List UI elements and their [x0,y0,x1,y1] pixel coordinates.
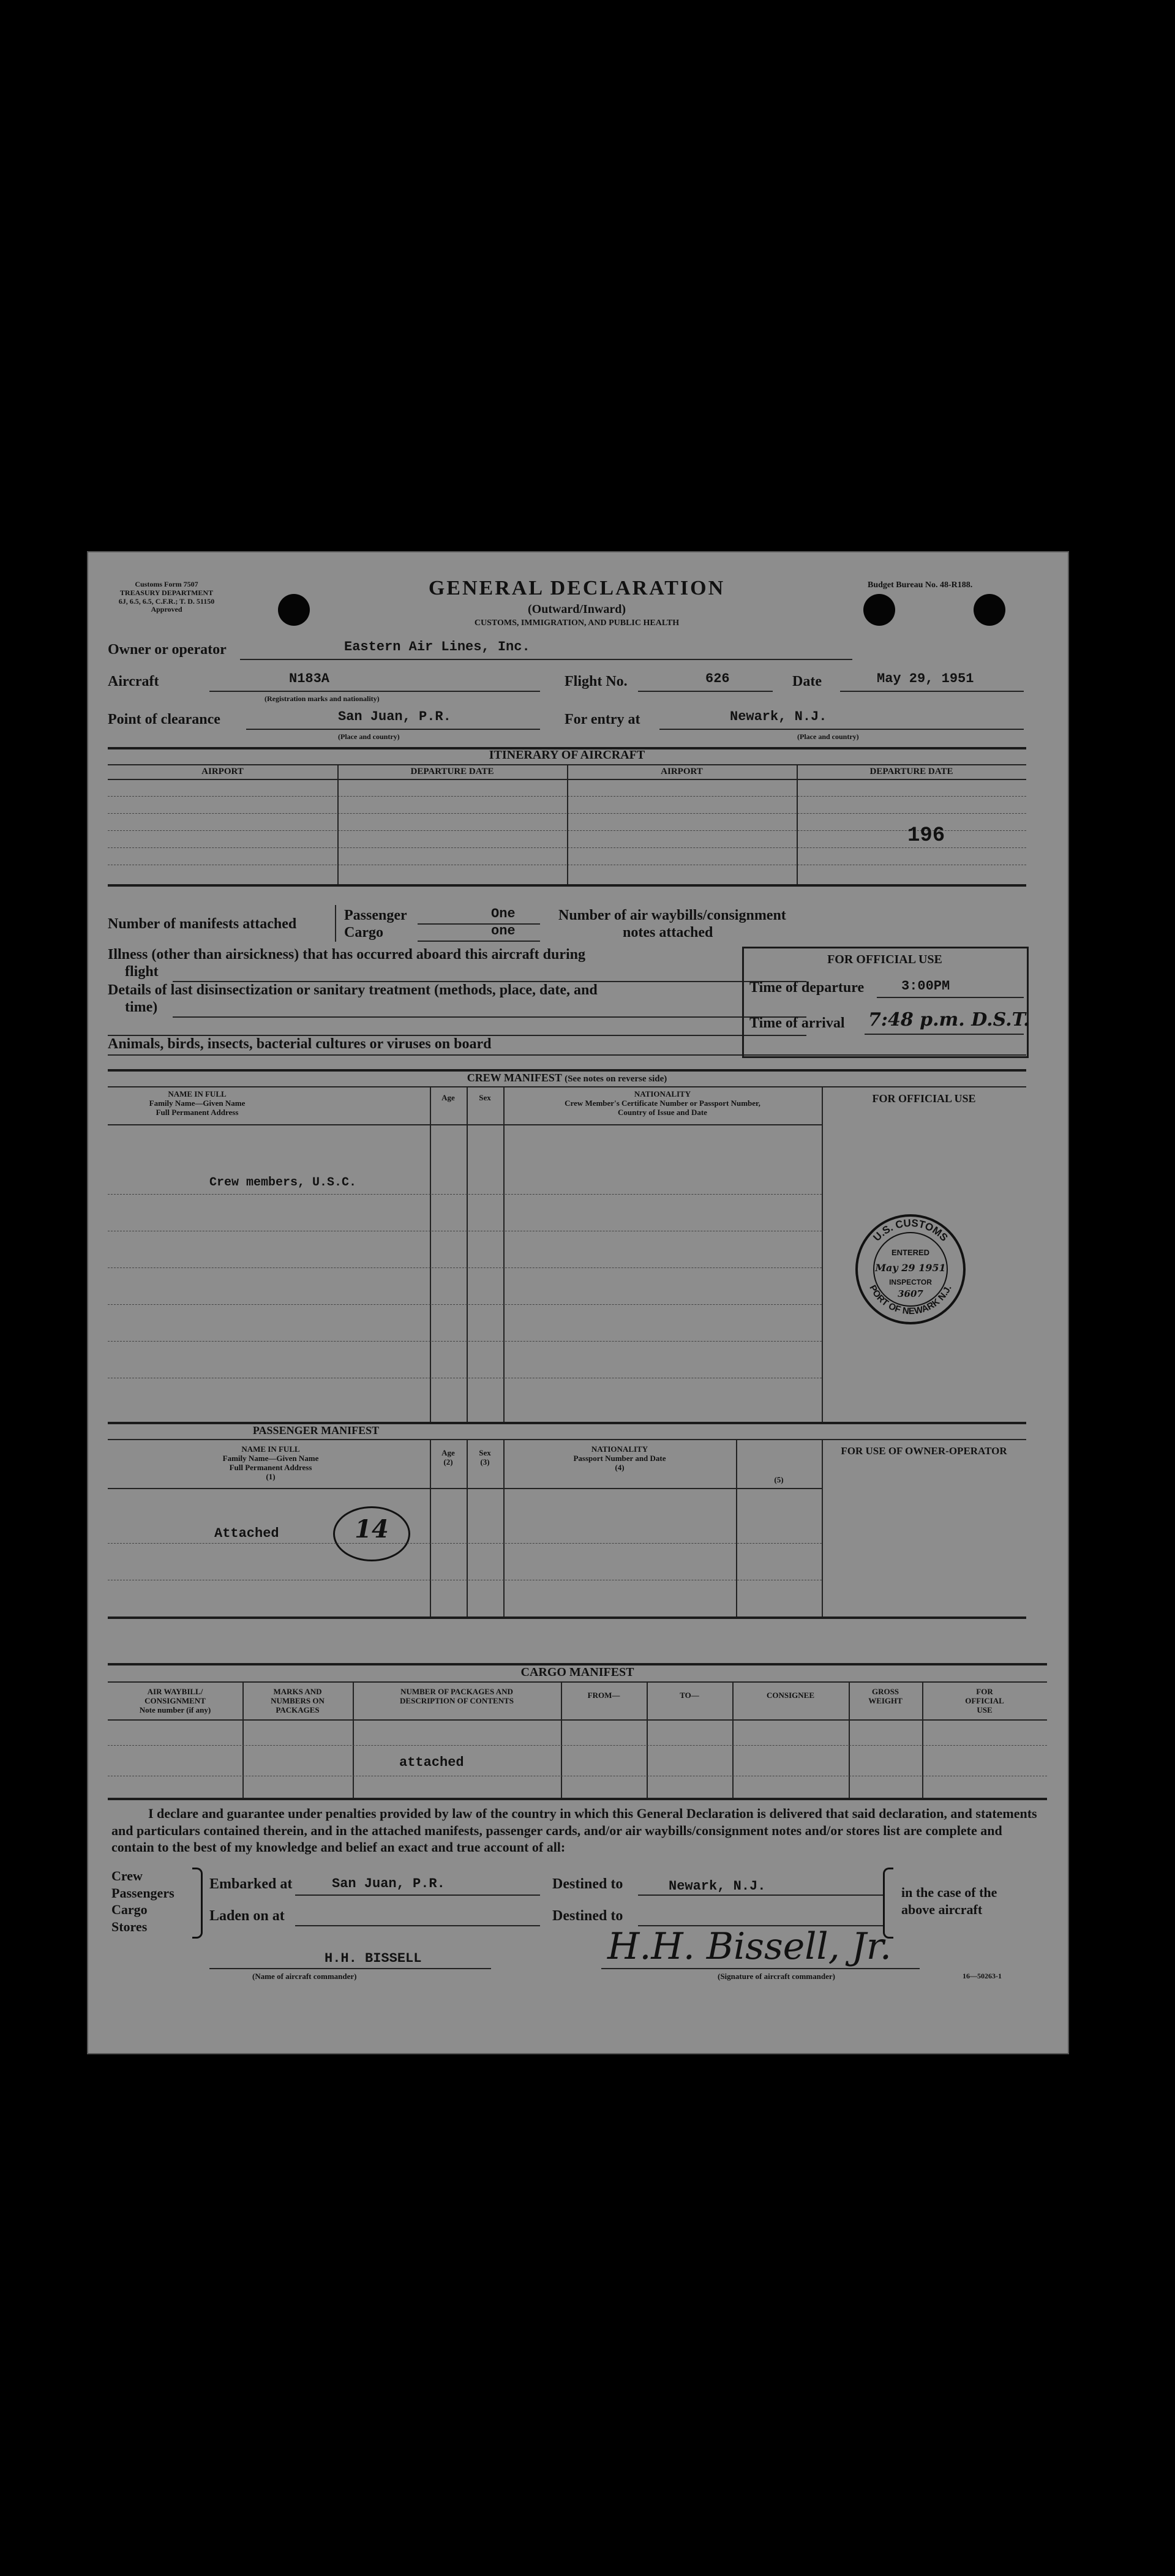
cargo-col-waybill: AIR WAYBILL/ CONSIGNMENT Note number (if any) [139,1687,211,1714]
passenger-count: 14 [355,1515,389,1544]
cargo-col-from: FROM— [587,1691,620,1700]
list-crew: Crew [111,1868,143,1883]
illness-label-2: flight [125,964,159,980]
cargo-col-official: FOR OFFICIAL USE [965,1687,1004,1714]
commander-signature: H.H. Bissell, Jr. [607,1925,892,1968]
cargo-col-consignee: CONSIGNEE [766,1691,815,1700]
crew-col-name: NAME IN FULL Family Name—Given Name Full Permanent Address [149,1089,246,1117]
punch-hole [278,594,310,626]
signature-caption: (Signature of aircraft commander) [718,1972,835,1981]
cargo-col-marks: MARKS AND NUMBERS ON PACKAGES [271,1687,325,1714]
customs-stamp [852,1211,969,1327]
stamp-number: 196 [907,824,945,847]
passenger-col-5: (5) [774,1475,784,1484]
date-label: Date [792,674,822,689]
destined-label: Destined to [552,1876,623,1892]
case-label-2: above aircraft [901,1902,983,1917]
passenger-col-age: Age (2) [441,1448,455,1466]
passenger-col-sex: Sex (3) [479,1448,491,1466]
cargo-col-packages: NUMBER OF PACKAGES AND DESCRIPTION OF CONTENTS [400,1687,514,1705]
itinerary-col-airport: AIRPORT [661,767,703,776]
crew-col-age: Age [441,1093,455,1102]
itinerary-col-airport: AIRPORT [201,767,244,776]
destined-label-2: Destined to [552,1908,623,1924]
brace [192,1868,203,1939]
destined-value: Newark, N.J. [669,1879,766,1894]
disinsect-label: Details of last disinsectization or sanitary treatment (methods, place, date, and [108,982,598,998]
illness-label: Illness (other than airsickness) that has occurred aboard this aircraft during [108,947,586,963]
departure-value: 3:00PM [901,978,950,994]
list-stores: Stores [111,1918,148,1934]
embarked-value: San Juan, P.R. [332,1876,445,1891]
aircraft-label: Aircraft [108,674,159,689]
aircraft-caption: (Registration marks and nationality) [265,694,380,703]
entry-label: For entry at [565,712,640,727]
entry-value: Newark, N.J. [730,709,827,724]
list-cargo: Cargo [111,1902,148,1917]
passenger-col-name: NAME IN FULL Family Name—Given Name Full Permanent Address (1) [222,1444,319,1481]
budget-number: Budget Bureau No. 48-R188. [868,580,973,590]
stamp-top-text: U.S. CUSTOMS [871,1217,950,1244]
waybills-label-2: notes attached [623,925,713,941]
crew-manifest-header: CREW MANIFEST (See notes on reverse side) [467,1072,667,1084]
declaration-list [111,1868,175,1935]
official-use-header: FOR OFFICIAL USE [827,953,942,966]
agencies: CUSTOMS, IMMIGRATION, AND PUBLIC HEALTH [474,618,680,628]
form-id: Customs Form 7507 TREASURY DEPARTMENT 6J, 6.5, 6.5, C.F.R.; T. D. 51150 Approved [118,580,215,614]
print-code: 16—50263-1 [963,1972,1002,1980]
crew-entry: Crew members, U.S.C. [209,1176,357,1190]
general-declaration-form [87,551,1069,2054]
cargo-label: Cargo [344,925,383,941]
waybills-label: Number of air waybills/consignment [558,907,786,923]
departure-label: Time of departure [749,980,865,996]
date-value: May 29, 1951 [877,671,974,686]
laden-label: Laden on at [209,1908,285,1924]
owner-use-header: FOR USE OF OWNER-OPERATOR [841,1445,1007,1457]
itinerary-header: ITINERARY OF AIRCRAFT [489,748,645,762]
aircraft-value: N183A [289,671,330,686]
flight-label: Flight No. [565,674,628,689]
passenger-manifest-header: PASSENGER MANIFEST [252,1424,380,1436]
passenger-entry: Attached [214,1526,279,1541]
flight-value: 626 [705,671,730,686]
commander-caption: (Name of aircraft commander) [252,1972,357,1981]
stamp-entered: ENTERED [891,1248,930,1257]
crew-col-sex: Sex [479,1093,491,1102]
embarked-label: Embarked at [209,1876,293,1892]
animals-label: Animals, birds, insects, bacterial cultures or viruses on board [108,1036,492,1052]
punch-hole [863,594,895,626]
stamp-inspector: INSPECTOR [889,1278,932,1286]
clearance-caption: (Place and country) [338,732,400,741]
case-label: in the case of the [901,1885,997,1900]
cargo-col-to: TO— [680,1691,699,1700]
page-title: GENERAL DECLARATION [428,577,726,599]
owner-label: Owner or operator [108,642,227,658]
clearance-value: San Juan, P.R. [338,709,451,724]
cargo-entry: attached [399,1755,464,1770]
svg-text:U.S. CUSTOMS [871,1217,950,1244]
disinsect-label-2: time) [125,999,158,1015]
cargo-value: one [491,923,516,939]
passenger-col-nationality: NATIONALITY Passport Number and Date (4) [573,1444,666,1472]
cargo-col-weight: GROSS WEIGHT [868,1687,903,1705]
manifests-label: Number of manifests attached [108,916,297,932]
arrival-label: Time of arrival [749,1015,845,1031]
arrival-value: 7:48 p.m. D.S.T. [868,1009,1030,1031]
list-passengers: Passengers [111,1885,175,1901]
declaration-text: I declare and guarantee under penalties provided by law of the country in which this General Declaration is delivered that said declaration, and statements and particulars contained therein, and in the attached manifests, passenger cards, and/or air waybills/consignment notes and/or stores list are complete and contain to the best of my knowledge and belief an exact and true account of all: [111,1806,1037,1855]
crew-official-header: FOR OFFICIAL USE [872,1092,976,1105]
commander-name: H.H. BISSELL [325,1951,422,1966]
stamp-number-text: 3607 [898,1288,923,1299]
itinerary-col-departure: DEPARTURE DATE [869,767,953,776]
cargo-manifest-header: CARGO MANIFEST [520,1665,634,1679]
entry-caption: (Place and country) [797,732,859,741]
crew-col-nationality: NATIONALITY Crew Member's Certificate Number or Passport Number, Country of Issue and Date [565,1089,760,1117]
owner-value: Eastern Air Lines, Inc. [344,639,530,655]
clearance-label: Point of clearance [108,712,220,727]
stamp-bottom-text: PORT OF NEWARK N.J. [867,1283,954,1317]
itinerary-col-departure: DEPARTURE DATE [410,767,494,776]
page-subtitle: (Outward/Inward) [527,603,626,616]
passenger-value: One [491,906,516,922]
stamp-date: May 29 1951 [875,1262,946,1274]
passenger-label: Passenger [344,907,407,923]
punch-hole [974,594,1005,626]
